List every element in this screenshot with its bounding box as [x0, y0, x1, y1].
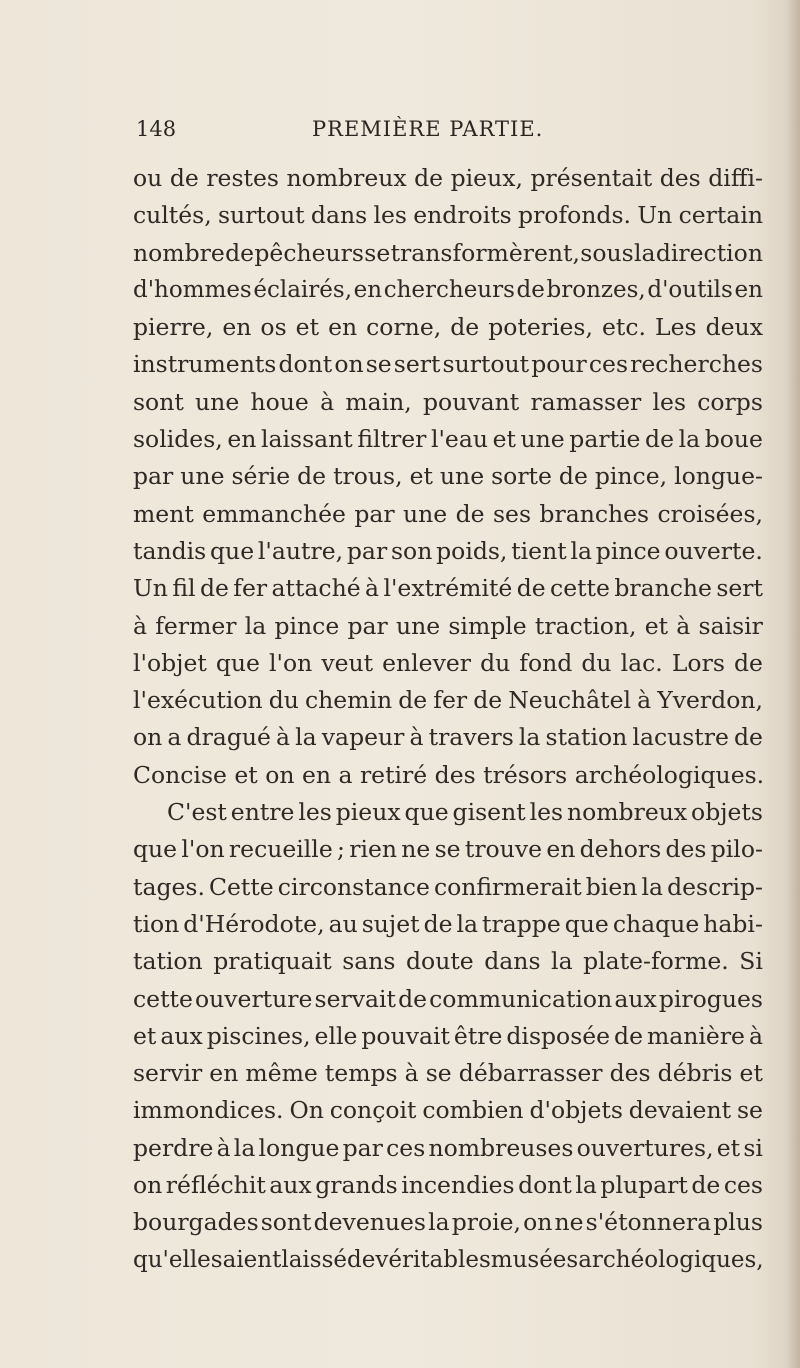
text-line: nombre de pêcheurs se transformèrent, sous la direction	[133, 238, 763, 267]
text-line: cultés, surtout dans les endroits profonds. Un certain	[133, 201, 763, 230]
text-line: tandis que l'autre, par son poids, tient la pince ouverte.	[133, 536, 763, 565]
text-line: l'objet que l'on veut enlever du fond du lac. Lors de	[133, 648, 763, 677]
text-line: perdre à la longue par ces nombreuses ouvertures, et si	[133, 1133, 763, 1162]
text-line: instruments dont on se sert surtout pour ces recherches	[133, 350, 763, 379]
text-line: et aux piscines, elle pouvait être disposée de manière à	[133, 1021, 763, 1050]
text-line: C'est entre les pieux que gisent les nombreux objets	[167, 798, 763, 827]
text-line: Concise et on en a retiré des trésors archéologiques.	[133, 760, 765, 789]
text-line: servir en même temps à se débarrasser des débris et	[133, 1059, 763, 1088]
text-line: bourgades sont devenues la proie, on ne s'étonnera plus	[133, 1208, 763, 1237]
text-line: à fermer la pince par une simple traction, et à saisir	[133, 611, 763, 640]
text-line: tion d'Hérodote, au sujet de la trappe que chaque habi-	[133, 909, 763, 938]
text-line: tages. Cette circonstance confirmerait bien la descrip-	[133, 872, 763, 901]
page-edge-shadow	[786, 0, 800, 1368]
page-header	[136, 117, 696, 153]
text-line: par une série de trous, et une sorte de pince, longue-	[133, 462, 763, 491]
text-line: solides, en laissant filtrer l'eau et une partie de la boue	[133, 425, 763, 454]
text-line: ou de restes nombreux de pieux, présentait des diffi-	[133, 164, 763, 192]
page-number: 148	[136, 117, 177, 141]
body-text	[133, 160, 763, 1279]
text-line: Un fil de fer attaché à l'extrémité de cette branche sert	[133, 574, 763, 603]
text-line: on réfléchit aux grands incendies dont la plupart de ces	[133, 1171, 763, 1200]
text-line: cette ouverture servait de communication aux pirogues	[133, 984, 763, 1013]
text-line: on a dragué à la vapeur à travers la station lacustre de	[133, 723, 763, 752]
text-line: sont une houe à main, pouvant ramasser les corps	[133, 387, 763, 416]
text-line: l'exécution du chemin de fer de Neuchâtel à Yverdon,	[133, 686, 763, 715]
text-line: pierre, en os et en corne, de poteries, etc. Les deux	[133, 313, 763, 342]
text-line: immondices. On conçoit combien d'objets devaient se	[133, 1096, 763, 1125]
text-line: d'hommes éclairés, en chercheurs de bronzes, d'outils en	[133, 276, 763, 303]
text-line: ment emmanchée par une de ses branches croisées,	[133, 499, 763, 528]
text-line: tation pratiquait sans doute dans la plate-forme. Si	[133, 947, 763, 976]
running-head: PREMIÈRE PARTIE.	[312, 117, 544, 141]
text-line: qu'elles aient laissé de véritables musées archéologiques,	[133, 1246, 764, 1273]
text-line: que l'on recueille ; rien ne se trouve en dehors des pilo-	[133, 835, 763, 864]
